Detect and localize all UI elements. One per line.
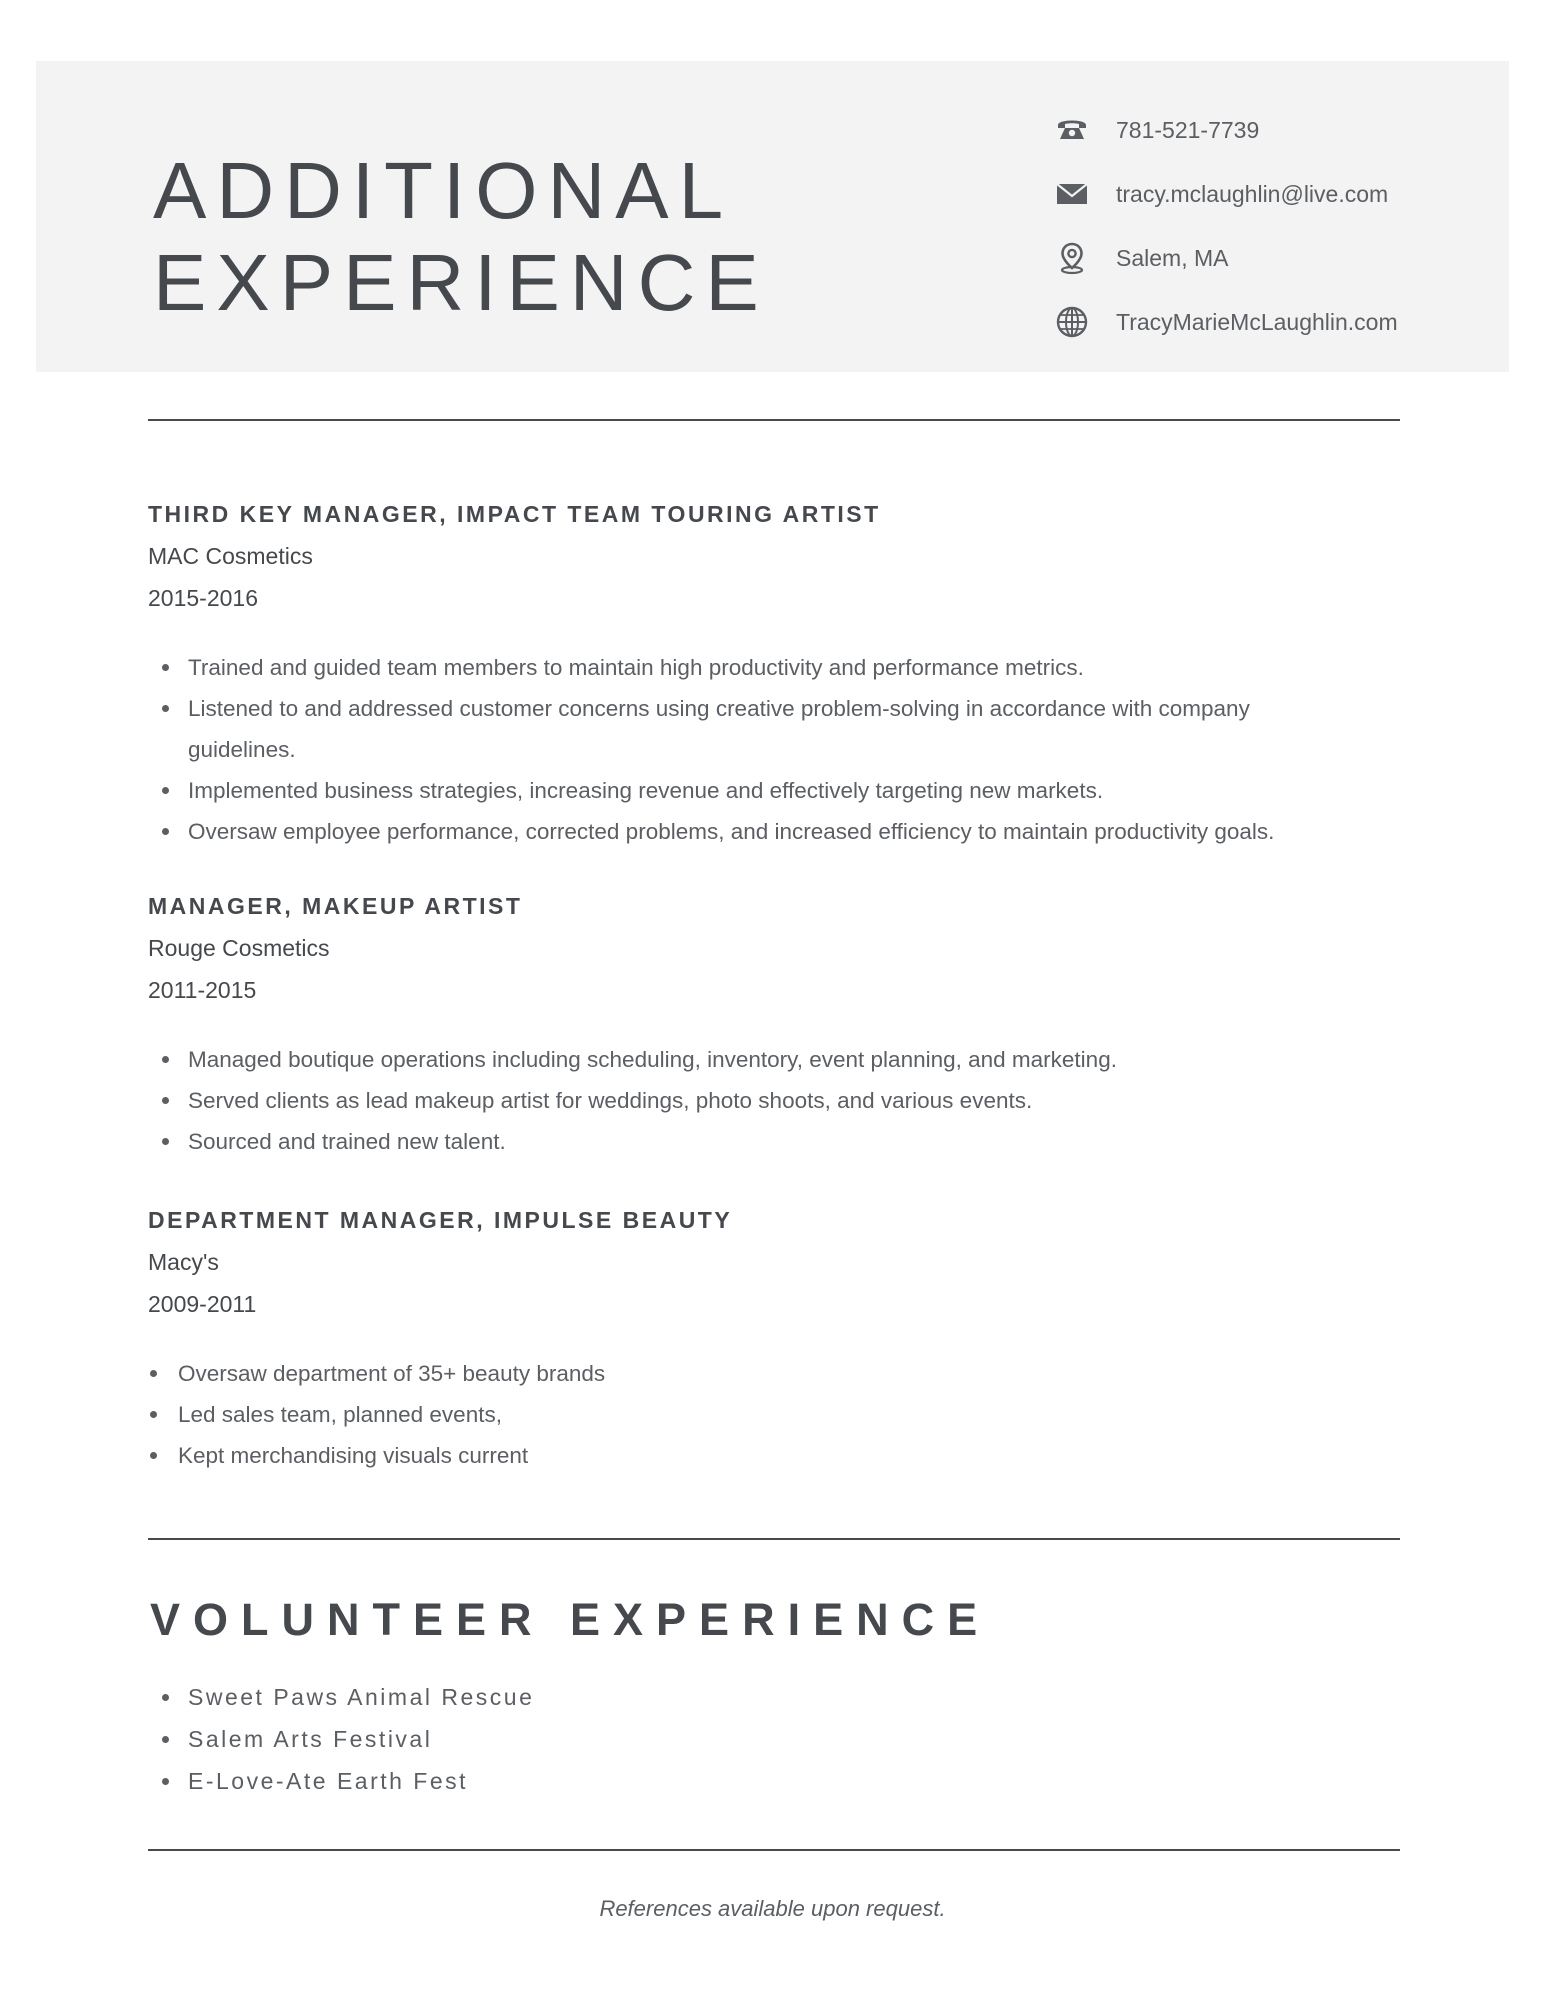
list-item: Listened to and addressed customer concerns using creative problem-solving in accordance with company guidelines. <box>148 688 1408 770</box>
title-line-1: ADDITIONAL <box>153 146 734 235</box>
list-item: E-Love-Ate Earth Fest <box>148 1760 534 1802</box>
mail-icon <box>1054 176 1090 212</box>
contact-location <box>1054 226 1398 290</box>
volunteer-list <box>148 1676 534 1802</box>
contact-phone <box>1054 98 1398 162</box>
phone-text: 781-521-7739 <box>1116 116 1260 143</box>
location-pin-icon <box>1054 240 1090 276</box>
job-years: 2009-2011 <box>148 1291 257 1317</box>
job-entry-1 <box>148 499 1408 852</box>
volunteer-section-title: VOLUNTEER EXPERIENCE <box>150 1594 991 1645</box>
job-entry-3 <box>148 1205 1408 1476</box>
job-company: Rouge Cosmetics <box>148 935 330 961</box>
divider-middle <box>148 1538 1400 1540</box>
job-title: THIRD KEY MANAGER, IMPACT TEAM TOURING ARTIST <box>148 501 881 527</box>
location-text: Salem, MA <box>1116 244 1229 271</box>
globe-icon <box>1054 304 1090 340</box>
list-item: Led sales team, planned events, <box>148 1394 1408 1435</box>
list-item: Served clients as lead makeup artist for weddings, photo shoots, and various events. <box>148 1080 1408 1121</box>
job-title: DEPARTMENT MANAGER, IMPULSE BEAUTY <box>148 1207 733 1233</box>
list-item: Trained and guided team members to maintain high productivity and performance metrics. <box>148 647 1408 688</box>
job-bullets <box>148 647 1408 852</box>
job-bullets <box>148 1353 1408 1476</box>
page-title <box>153 145 769 329</box>
phone-icon <box>1054 112 1090 148</box>
job-company: Macy's <box>148 1249 219 1275</box>
job-company: MAC Cosmetics <box>148 543 313 569</box>
contact-list <box>1054 98 1398 354</box>
divider-bottom <box>148 1849 1400 1851</box>
list-item: Oversaw department of 35+ beauty brands <box>148 1353 1408 1394</box>
job-bullets <box>148 1039 1408 1162</box>
list-item: Salem Arts Festival <box>148 1718 534 1760</box>
job-entry-2 <box>148 891 1408 1162</box>
header-band <box>36 61 1509 372</box>
contact-website <box>1054 290 1398 354</box>
list-item: Sourced and trained new talent. <box>148 1121 1408 1162</box>
job-years: 2015-2016 <box>148 585 258 611</box>
email-text: tracy.mclaughlin@live.com <box>1116 180 1389 207</box>
job-years: 2011-2015 <box>148 977 257 1003</box>
list-item: Sweet Paws Animal Rescue <box>148 1676 534 1718</box>
job-title: MANAGER, MAKEUP ARTIST <box>148 893 523 919</box>
list-item: Implemented business strategies, increasing revenue and effectively targeting new markets. <box>148 770 1408 811</box>
website-text: TracyMarieMcLaughlin.com <box>1116 308 1398 335</box>
title-line-2: EXPERIENCE <box>153 238 769 327</box>
contact-email <box>1054 162 1398 226</box>
list-item: Oversaw employee performance, corrected problems, and increased efficiency to maintain productivity goals. <box>148 811 1408 852</box>
divider-top <box>148 419 1400 421</box>
references-note: References available upon request. <box>599 1896 946 1921</box>
list-item: Managed boutique operations including scheduling, inventory, event planning, and marketing. <box>148 1039 1408 1080</box>
list-item: Kept merchandising visuals current <box>148 1435 1408 1476</box>
